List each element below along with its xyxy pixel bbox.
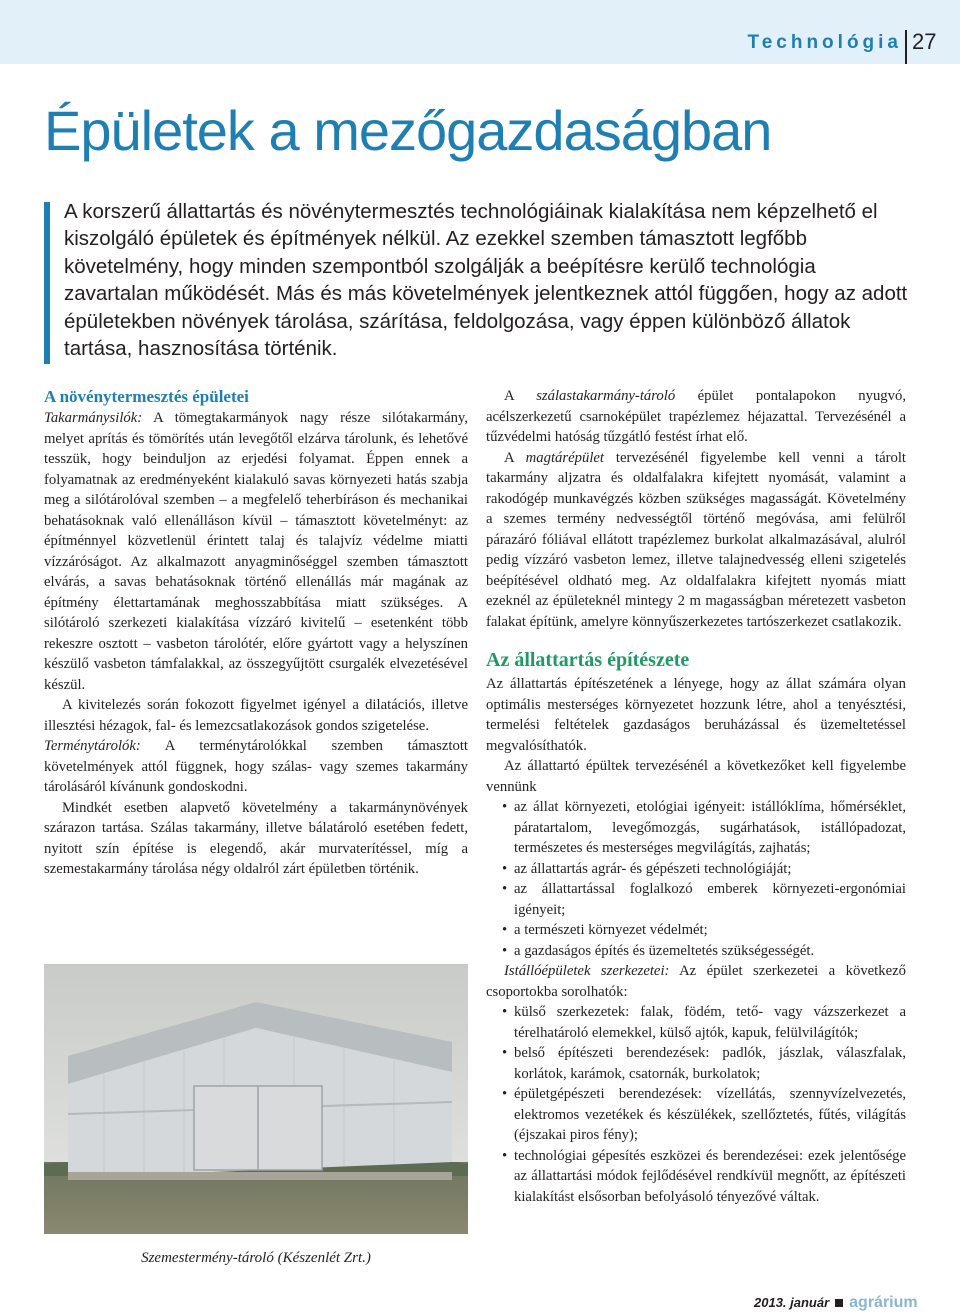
paragraph-joints: A kivitelezés során fokozott figyelmet igényel a dilatációs, illetve illesztési hézagok, fal- és lemezcsatlakozások gondos szigetelése. [44,697,468,734]
page-footer [754,1294,918,1312]
paragraph-silos: Takarmánysilók: A tömegtakarmányok nagy része silótakarmány, melyet aprítás és tömörítés után levegőtől elzárva tárolunk, és lehetővé tesszük, hogy beinduljon az erjedési folyamat. Éppen ennek a folyamatnak az eredményeként kialakuló savas környezeti hatás szabja meg a silótárolóval szemben – a megfelelő teherbíráson és mechanikai behatásoknak való ellenálláson kívül – támasztott követelményt: az építménnyel közvetlenül érintett talaj és talajvíz védelme miatti vízzáróságot. Az alkalmazott anyagminőséggel szemben támasztott elvárás, a savas behatásoknak történő ellenállás már magának az építmény élettartamának meghosszabbítása miatt szükséges. A silótároló szerkezeti kialakítása vízzáró kivitelű – esetenként több rekeszre osztott – vasbeton tárolótér, előre gyártott vagy a helyszínen készülő vasbeton támfalakkal, az összegyűjtött csurgalék elvezetésével készül. [44,410,468,693]
paragraph-granary: A magtárépület tervezésénél figyelembe kell venni a tárolt takarmány aljzatra és oldalfalakra kifejtett nyomását, valamint a rakodógép munkavégzés közben szükséges magasságát. Követelmény a szemes termény nedvességtől történő megóvása, ami felülről párazáró fóliával ellátott trapézlemez burkolat alkalmazásával, alulról pedig vízzáró vasbeton lemez, illetve talajnedvesség elleni szigetelés beépítésével oldható meg. Az oldalfalakra kifejtett nyomás miatt ezeknél az épületeknél mintegy 2 m magasságban méretezett vasbeton falakat építünk, amelyre könnyűszerkezetes tartószerkezet csatlakozik. [486,449,907,630]
list-item: • az állattartás agrár- és gépészeti technológiáját; [486,859,906,880]
paragraph-hay-barn: A szálastakarmány-tároló épület pontalapokon nyugvó, acélszerkezetű csarnoképület trapézlemez héjazattal. Tervezésénél a tűzvédelmi hatóság tűzgátló festést írhat elő. [486,388,906,445]
issue-date: 2013. január [754,1295,830,1310]
paragraph-design-considerations: Az állattartó épültek tervezésénél a következőket kell figyelembe vennünk [486,758,906,795]
lead-paragraph: A korszerű állattartás és növénytermesztés technológiáinak kialakítása nem képzelhető el kiszolgáló épületek és építmények nélkül. Az ezekkel szemben támasztott legfőbb követelmény, hogy minden szempontból szolgálják a beépítésre kerülő technológia zavartalan működését. Más és más követelmények jelentkeznek attól függően, hogy az adott épületekben növények tárolása, szárítása, feldolgozása, vagy éppen különböző állatok tartása, hasznosítása történik. [64,200,908,361]
list-item: • az állattartással foglalkozó emberek környezeti-ergonómiai igényeit; [486,879,906,920]
section-label: Technológia [747,32,902,53]
list-item: • a gazdaságos építés és üzemeltetés szükségességét. [486,941,906,962]
paragraph-crop-storage: Terménytárolók: A terménytárolókkal szemben támasztott követelmények attól függnek, hogy szálas- vagy szemes takarmány tárolásáról kívánunk gondoskodni. [44,738,468,795]
grain-storage-photo [44,964,468,1234]
photo-caption: Szemestermény-tároló (Készenlét Zrt.) [141,1250,371,1266]
paragraph-stable-structures: Istállóépületek szerkezetei: Az épület szerkezetei a következő csoportokba sorolhatók: [486,963,906,1000]
section-heading-livestock: Az állattartás építészete [486,649,690,671]
section-heading-plants: A növénytermesztés épületei [44,387,249,406]
term-granary: magtárépület [525,449,604,466]
term-hay-barn: szálastakarmány-tároló [536,388,676,404]
list-item: • a természeti környezet védelmét; [486,920,906,941]
page-number-divider [905,30,907,64]
list-item: • az állat környezeti, etológiai igényeit: istállóklíma, hőmérséklet, páratartalom, levegőmozgás, sugárhatások, istállópadozat, természetes és mesterséges megvilágítás, zajhatás; [486,797,906,859]
right-column [486,386,906,1207]
page-number: 27 [912,29,937,54]
left-column [44,386,468,880]
paragraph-dry-storage: Mindkét esetben alapvető követelmény a takarmánynövények szárazon tartása. Szálas takarmány, illetve bálatároló esetében fedett, nyitott szín építése is elegendő, akár murvaterítéssel, míg a szemestakarmány tárolása négy oldalról zárt épületben történik. [44,799,468,877]
list-item: • külső szerkezetek: falak, födém, tető- vagy vázszerkezet a térelhatároló elemekkel, külső ajtók, kapuk, felülvilágítók; [486,1002,906,1043]
term-stable-structures: Istállóépületek szerkezetei: [504,963,670,979]
structure-groups-list [486,1002,906,1207]
list-item: • technológiai gépesítés eszközei és berendezései: ezek jelentősége az állattartási módok fejlődésével rendkívül megnőtt, az építészeti kialakítást elsősorban befolyásoló tényezővé váltak. [486,1146,906,1208]
term-crop-storage: Terménytárolók: [44,738,141,754]
footer-square-icon [835,1299,843,1307]
design-considerations-list [486,797,906,961]
article-title: Épületek a mezőgazdaságban [44,99,772,162]
lead-accent-bar [44,202,50,364]
term-silos: Takarmánysilók: [44,410,143,426]
magazine-brand: agrárium [849,1294,918,1311]
paragraph-livestock-essence: Az állattartás építészetének a lényege, hogy az állat számára olyan optimális mesterséges környezetet hozzunk létre, ahol a tenyésztési, termelési feltételek gazdaságos beruházással és üzemeltetéssel megvalósíthatók. [486,676,906,754]
list-item: • belső építészeti berendezések: padlók, jászlak, válaszfalak, korlátok, karámok, csatornák, burkolatok; [486,1043,906,1084]
list-item: • épületgépészeti berendezések: vízellátás, szennyvízelvezetés, elektromos vezetékek és készülékek, szellőztetés, fűtés, világítás (éjszakai piros fény); [486,1084,906,1146]
